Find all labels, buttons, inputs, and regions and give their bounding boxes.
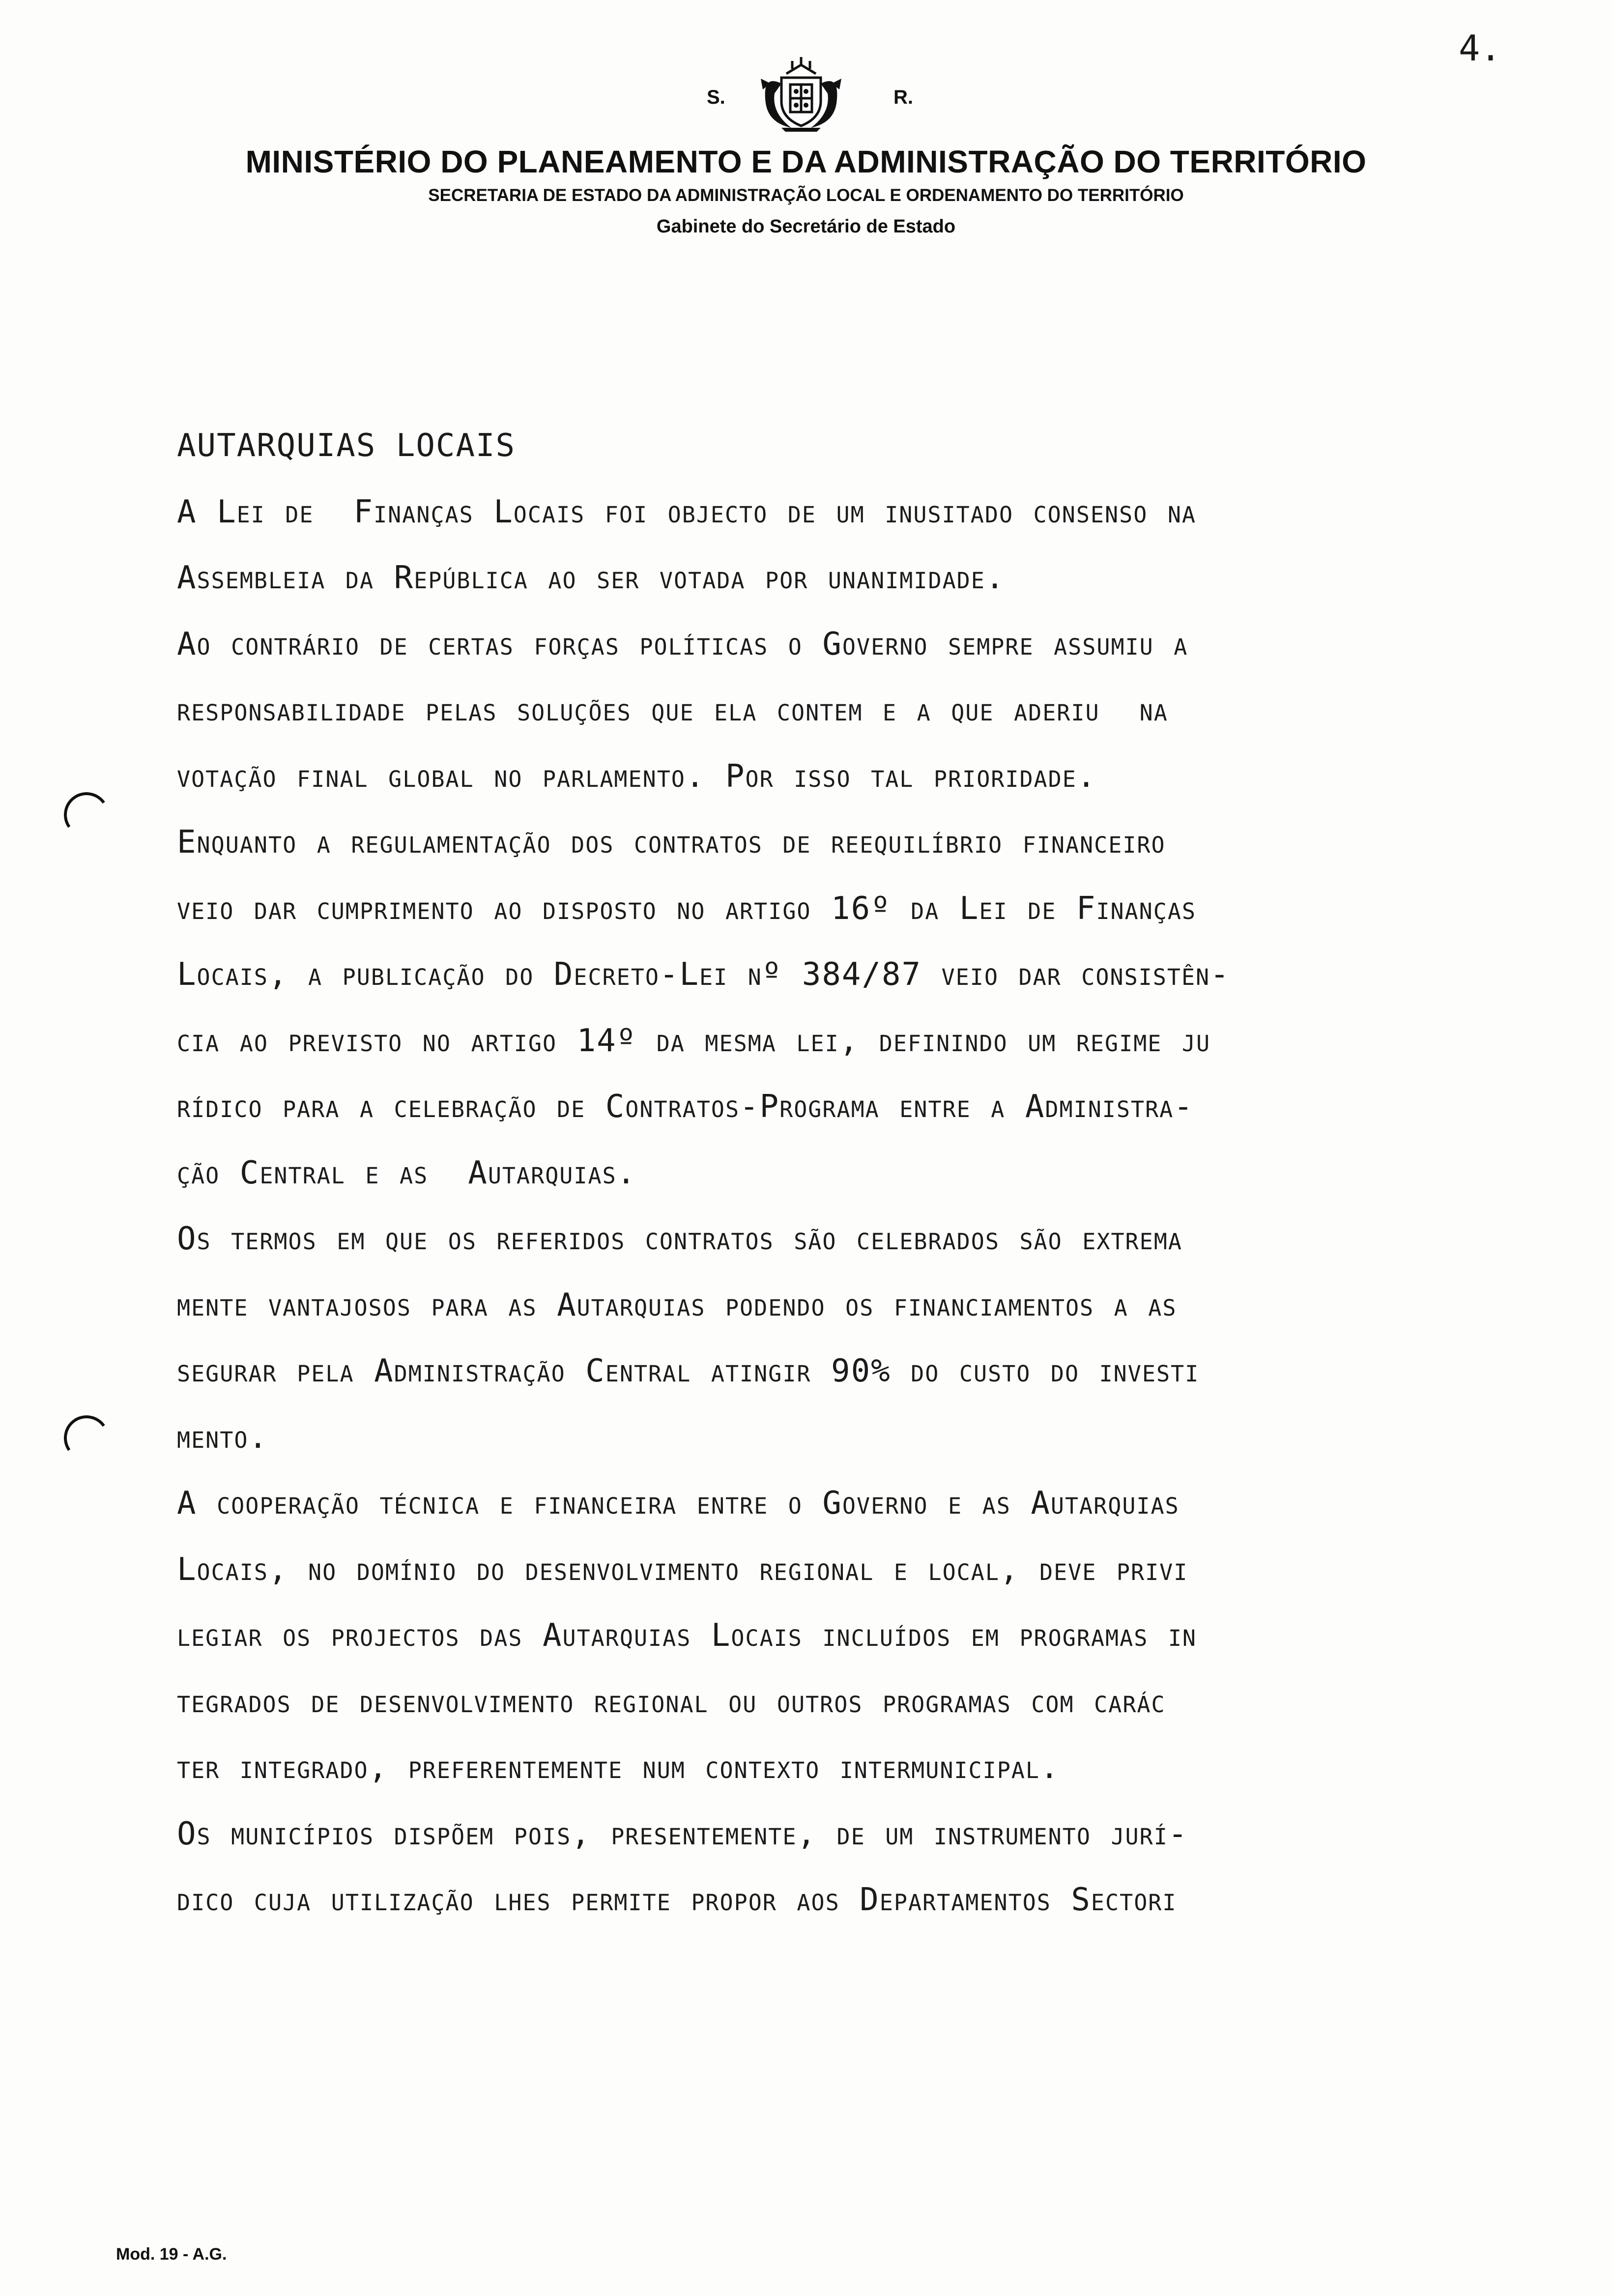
body-line: mente vantajosos para as Autarquias podendo os financiamentos a as bbox=[177, 1287, 1177, 1323]
letterhead-crest bbox=[678, 54, 924, 133]
body-line: responsabilidade pelas soluções que ela contem e a que aderiu na bbox=[177, 692, 1168, 728]
body-text bbox=[177, 413, 1553, 1933]
body-line: tegrados de desenvolvimento regional ou outros programas com carác bbox=[177, 1683, 1166, 1720]
coat-of-arms-icon bbox=[752, 54, 850, 133]
secretariat-subtitle: SECRETARIA DE ESTADO DA ADMINISTRAÇÃO LOCAL E ORDENAMENTO DO TERRITÓRIO bbox=[428, 186, 1184, 205]
body-line: votação final global no parlamento. Por isso tal prioridade. bbox=[177, 758, 1097, 795]
body-line: cia ao previsto no artigo 14º da mesma lei, definindo um regime ju bbox=[177, 1022, 1211, 1059]
body-line: segurar pela Administração Central atingir 90% do custo do investi bbox=[177, 1353, 1200, 1389]
body-line: mento. bbox=[177, 1419, 268, 1456]
body-line: Os termos em que os referidos contratos são celebrados são extrema bbox=[177, 1221, 1182, 1257]
ministry-title: MINISTÉRIO DO PLANEAMENTO E DA ADMINISTRAÇÃO DO TERRITÓRIO bbox=[245, 144, 1367, 179]
body-line: ção Central e as Autarquias. bbox=[177, 1154, 637, 1191]
body-line: AUTARQUIAS LOCAIS bbox=[177, 428, 516, 464]
body-line: Os municípios dispõem pois, presentemente, de um instrumento jurí- bbox=[177, 1815, 1188, 1852]
page-number: 4. bbox=[1459, 28, 1501, 69]
crest-right-letter: R. bbox=[893, 86, 913, 108]
body-line: Enquanto a regulamentação dos contratos de reequilíbrio financeiro bbox=[177, 824, 1166, 861]
body-line: A cooperação técnica e financeira entre o Governo e as Autarquias bbox=[177, 1485, 1180, 1521]
crest-left-letter: S. bbox=[707, 86, 725, 108]
body-line: Assembleia da República ao ser votada por unanimidade. bbox=[177, 560, 1006, 596]
form-code: Mod. 19 - A.G. bbox=[116, 2245, 227, 2264]
office-subtitle: Gabinete do Secretário de Estado bbox=[656, 216, 956, 237]
body-line: veio dar cumprimento ao disposto no artigo 16º da Lei de Finanças bbox=[177, 890, 1197, 927]
body-line: A Lei de Finanças Locais foi objecto de um inusitado consenso na bbox=[177, 493, 1197, 530]
body-line: Locais, no domínio do desenvolvimento regional e local, deve privi bbox=[177, 1551, 1188, 1588]
body-line: legiar os projectos das Autarquias Locais incluídos em programas in bbox=[177, 1617, 1197, 1654]
body-line: Ao contrário de certas forças políticas o Governo sempre assumiu a bbox=[177, 626, 1188, 662]
body-line: rídico para a celebração de Contratos-Programa entre a Administra- bbox=[177, 1089, 1194, 1125]
punch-hole-mark bbox=[60, 1412, 113, 1464]
body-line: ter integrado, preferentemente num contexto intermunicipal. bbox=[177, 1750, 1060, 1786]
body-line: dico cuja utilização lhes permite propor aos Departamentos Sectori bbox=[177, 1882, 1177, 1918]
body-line: Locais, a publicação do Decreto-Lei nº 384/87 veio dar consistên- bbox=[177, 956, 1230, 993]
punch-hole-mark bbox=[60, 789, 113, 841]
